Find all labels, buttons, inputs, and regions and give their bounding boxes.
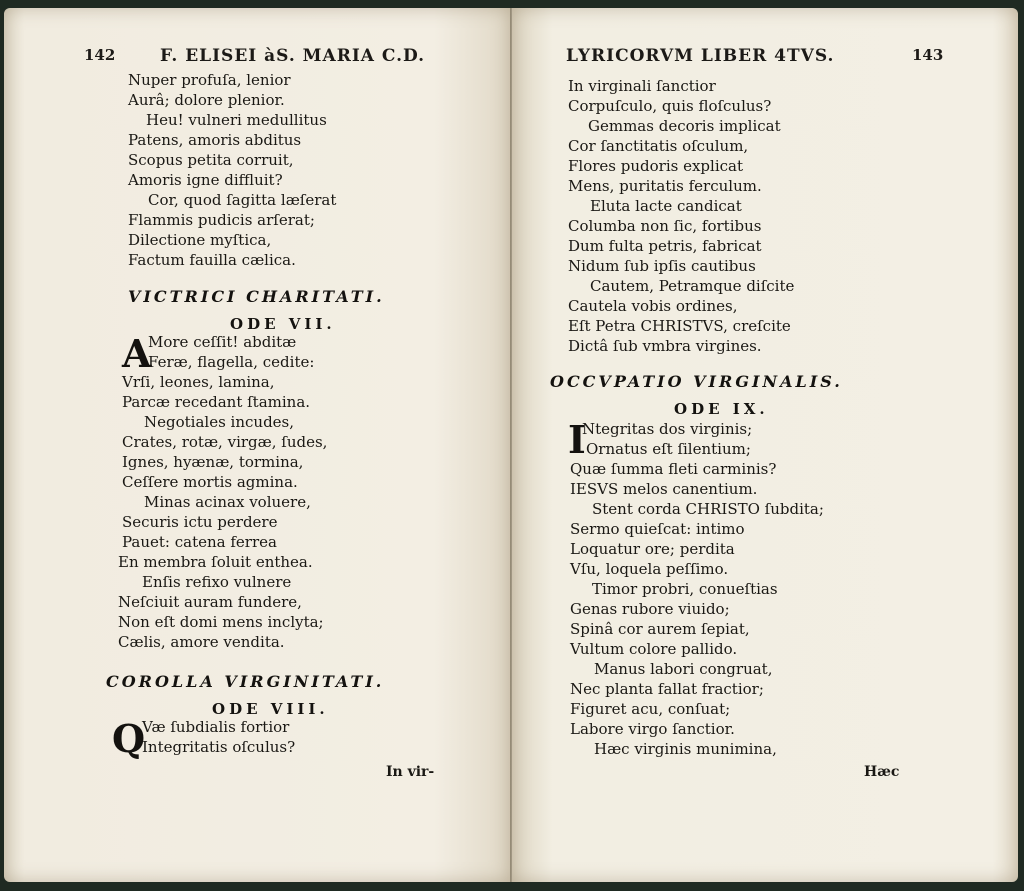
verse-line: Corpuſculo, quis floſculus? [568,97,772,115]
verse-line: Parcæ recedant ſtamina. [122,393,311,411]
verse-line: Manus labori congruat, [594,660,773,678]
verse-line: En membra ſoluit enthea. [118,553,313,571]
right-page [512,8,1018,882]
verse-line: Cautem, Petramque diſcite [590,277,795,295]
verse-line: Dictâ ſub vmbra virgines. [568,337,762,355]
ode-heading: ODE VII. [230,315,336,333]
verse-line: Feræ, flagella, cedite: [148,353,315,371]
verse-line: Heu! vulneri medullitus [146,111,327,129]
verse-line: Nec planta fallat fractior; [570,680,764,698]
verse-line: Factum fauilla cælica. [128,251,296,269]
verse-line: Cælis, amore vendita. [118,633,285,651]
verse-line: Cautela vobis ordines, [568,297,738,315]
verse-line: Hæc virginis munimina, [594,740,777,758]
verse-line: Stent corda CHRISTO ſubdita; [592,500,824,518]
verse-line: Scopus petita corruit, [128,151,294,169]
section-heading: OCCVPATIO VIRGINALIS. [550,372,843,391]
right-page-number: 143 [912,46,944,64]
verse-line: Ornatus eſt ſilentium; [586,440,751,458]
verse-line: Columba non ſic, fortibus [568,217,762,235]
verse-line: Cor, quod ſagitta læſerat [148,191,337,209]
verse-line: Amoris igne diffluit? [128,171,283,189]
verse-line: Labore virgo ſanctior. [570,720,735,738]
section-heading: VICTRICI CHARITATI. [128,287,385,306]
verse-line: Dum fulta petris, fabricat [568,237,762,255]
verse-line: Genas rubore viuido; [570,600,730,618]
verse-line: Negotiales incudes, [144,413,295,431]
verse-line: Figuret acu, conſuat; [570,700,731,718]
left-page [4,8,510,882]
ode-heading: ODE IX. [674,400,769,418]
verse-line: Ceſſere mortis agmina. [122,473,298,491]
verse-line: Timor probri, conueſtias [592,580,778,598]
verse-line: Non eſt domi mens inclyta; [118,613,324,631]
verse-line: Securis ictu perdere [122,513,278,531]
drop-cap: A [122,331,152,376]
left-running-head: F. ELISEI àS. MARIA C.D. [160,46,426,66]
verse-line: Ntegritas dos virginis; [582,420,753,438]
verse-line: Enſis refixo vulnere [142,573,292,591]
verse-line: More ceſſit! abditæ [148,333,297,351]
verse-line: Minas acinax voluere, [144,493,311,511]
verse-line: IESVS melos canentium. [570,480,758,498]
verse-line: Nuper profuſa, lenior [128,71,291,89]
left-page-header [4,46,510,70]
verse-line: Vultum colore pallido. [570,640,738,658]
verse-line: Cor ſanctitatis oſculum, [568,137,749,155]
verse-line: Flores pudoris explicat [568,157,743,175]
verse-line: Spinâ cor aurem ſepiat, [570,620,750,638]
verse-line: Væ ſubdialis fortior [142,718,290,736]
verse-line: Vrſi, leones, lamina, [122,373,275,391]
verse-line: Sermo quieſcat: intimo [570,520,745,538]
drop-cap: Q [112,716,146,761]
verse-line: Pauet: catena ferrea [122,533,277,551]
ode-heading: ODE VIII. [212,700,329,718]
verse-line: Eſt Petra CHRISTVS, creſcite [568,317,791,335]
verse-line: Eluta lacte candicat [590,197,742,215]
verse-line: Neſciuit auram fundere, [118,593,302,611]
verse-line: Loquatur ore; perdita [570,540,735,558]
section-heading: COROLLA VIRGINITATI. [106,672,385,691]
verse-line: Ignes, hyænæ, tormina, [122,453,304,471]
drop-cap: I [568,417,586,462]
verse-line: Vſu, loquela peſſimo. [570,560,729,578]
verse-line: Aurâ; dolore plenior. [128,91,285,109]
left-page-number: 142 [84,46,116,64]
right-page-header [512,46,1018,70]
right-running-head: LYRICORVM LIBER 4TVS. [566,46,835,66]
verse-line: Mens, puritatis ferculum. [568,177,762,195]
verse-line: Patens, amoris abditus [128,131,302,149]
verse-line: Flammis pudicis arſerat; [128,211,315,229]
verse-line: Crates, rotæ, virgæ, ſudes, [122,433,328,451]
verse-line: In virginali ſanctior [568,77,716,95]
catchword: Hæc [864,764,900,780]
catchword: In vir- [386,764,435,780]
verse-line: Integritatis oſculus? [142,738,296,756]
verse-line: Quæ ſumma fleti carminis? [570,460,777,478]
verse-line: Dilectione myſtica, [128,231,272,249]
verse-line: Gemmas decoris implicat [588,117,781,135]
verse-line: Nidum ſub ipſis cautibus [568,257,756,275]
